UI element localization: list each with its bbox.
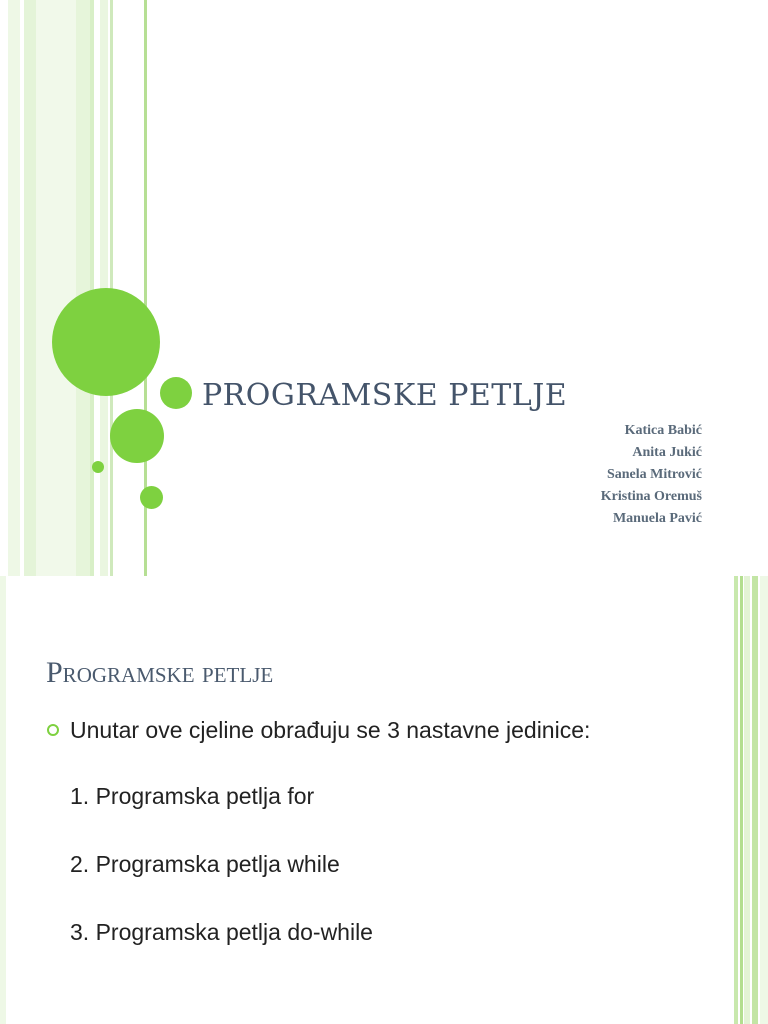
decor-stripe xyxy=(90,0,94,576)
decor-stripe xyxy=(36,0,76,576)
decor-stripe xyxy=(734,576,738,1024)
author-name: Anita Jukić xyxy=(632,445,702,460)
decor-circle-tiny xyxy=(92,461,104,473)
content-slide xyxy=(0,576,768,1024)
bullet-paragraph xyxy=(46,714,606,747)
decor-circle-medium xyxy=(110,409,164,463)
decor-stripe xyxy=(760,576,768,1024)
list-item: 2. Programska petlja while xyxy=(70,851,340,877)
author-name: Sanela Mitrović xyxy=(606,467,702,482)
slide-title: Programske petlje xyxy=(46,656,274,689)
decor-circle-small xyxy=(140,486,163,509)
author-name: Katica Babić xyxy=(624,423,702,438)
list-item: 3. Programska petlja do-while xyxy=(70,919,373,945)
decor-stripe xyxy=(752,576,758,1024)
ring-bullet-icon xyxy=(47,724,59,736)
decor-stripe xyxy=(0,576,6,1024)
author-name: Manuela Pavić xyxy=(612,511,702,526)
decor-stripe xyxy=(8,0,20,576)
slide-title: PROGRAMSKE PETLJE xyxy=(202,378,568,413)
bullet-text: Unutar ove cjeline obrađuju se 3 nastavne jedinice: xyxy=(70,717,591,743)
decor-stripe xyxy=(24,0,36,576)
decor-stripe xyxy=(76,0,90,576)
author-name: Kristina Oremuš xyxy=(600,489,702,504)
decor-stripe xyxy=(744,576,750,1024)
decor-circle-large xyxy=(52,288,160,396)
author-list xyxy=(601,420,702,530)
slide-body xyxy=(46,714,606,949)
list-item: 1. Programska petlja for xyxy=(70,783,315,809)
decor-circle-small xyxy=(160,377,192,409)
decor-stripe xyxy=(740,576,743,1024)
